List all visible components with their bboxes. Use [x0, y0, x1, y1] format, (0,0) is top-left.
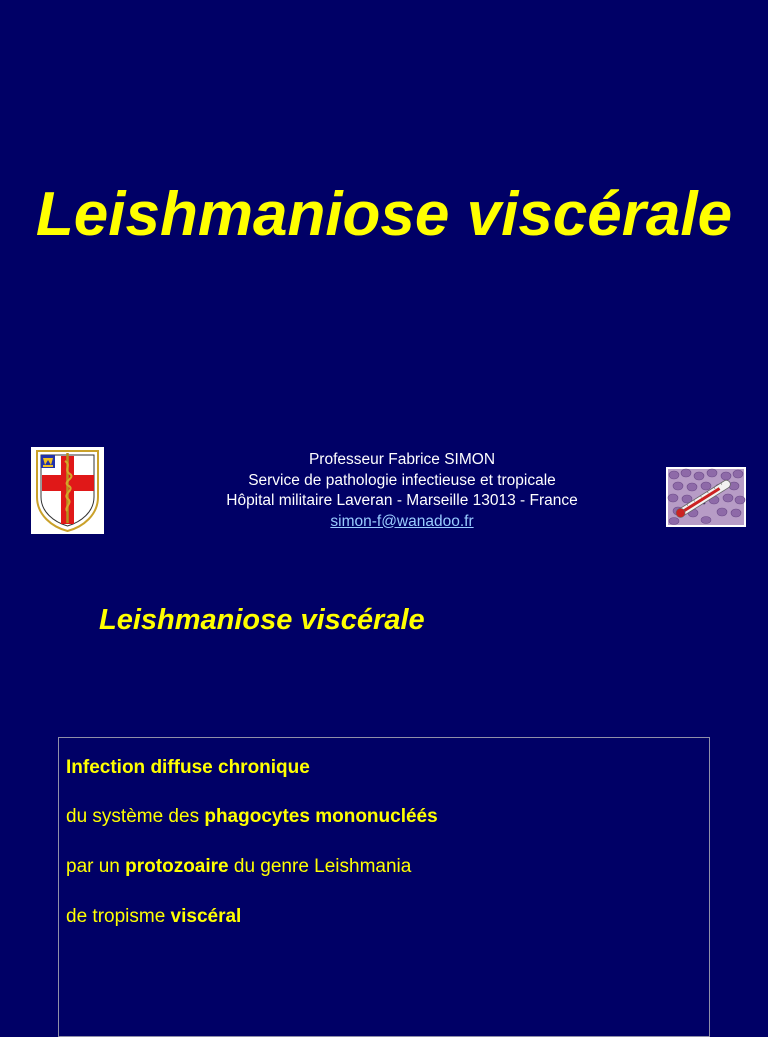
definition-line-1-bold: Infection diffuse chronique: [66, 757, 310, 778]
definition-line-2-prefix: du système des: [66, 806, 205, 827]
author-name: Professeur Fabrice SIMON: [308, 451, 496, 468]
definition-line-3-suffix: du genre Leishmania: [228, 856, 412, 877]
definition-line-3: [66, 855, 411, 879]
section-subtitle: Leishmaniose viscérale: [99, 604, 425, 636]
definition-line-4: [66, 905, 241, 929]
definition-box: [58, 737, 710, 1037]
slide-title: Leishmaniose viscérale: [35, 180, 733, 249]
definition-line-1: [66, 756, 310, 780]
definition-line-4-bold: viscéral: [170, 906, 242, 927]
hospital-coat-of-arms-icon: [31, 447, 104, 534]
definition-line-4-prefix: de tropisme: [66, 906, 171, 927]
definition-line-3-prefix: par un: [66, 856, 126, 877]
author-info: [190, 450, 614, 532]
definition-line-2: [66, 805, 438, 829]
blood-smear-thermometer-icon: [666, 467, 746, 527]
definition-line-2-bold: phagocytes mononucléés: [204, 806, 438, 827]
author-email-link[interactable]: simon-f@wanadoo.fr: [330, 512, 474, 530]
author-hospital: Hôpital militaire Laveran - Marseille 13013 - France: [226, 492, 578, 509]
author-service: Service de pathologie infectieuse et tropicale: [248, 471, 556, 489]
definition-line-3-bold: protozoaire: [125, 856, 229, 877]
